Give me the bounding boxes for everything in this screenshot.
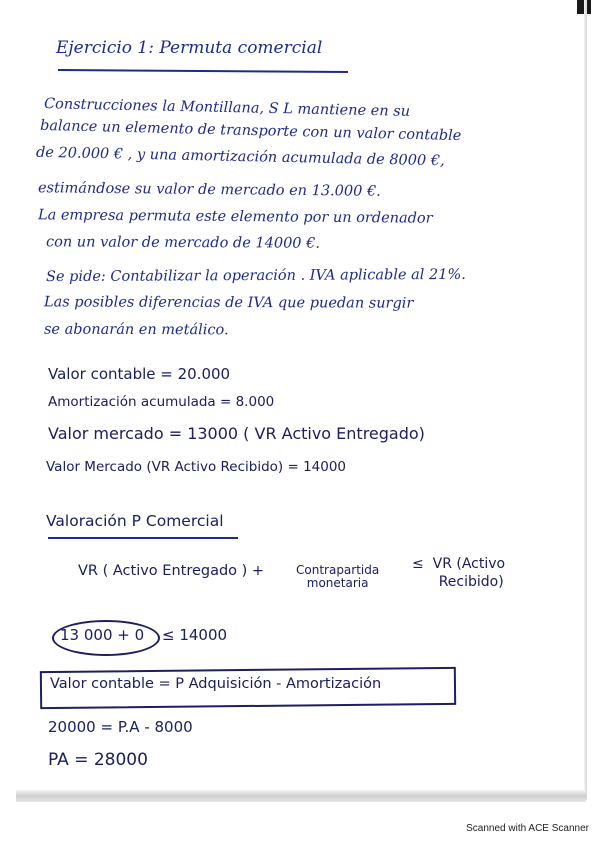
inequality-rest: ≤ 14000 [162, 626, 228, 644]
data-line-valor-recibido: Valor Mercado (VR Activo Recibido) = 14000 [46, 459, 347, 475]
equation-result: PA = 28000 [48, 750, 148, 770]
equation-line: 20000 = P.A - 8000 [48, 718, 193, 736]
exercise-title: Ejercicio 1: Permuta comercial [56, 38, 323, 58]
formula-mid-term: Contrapartida monetaria [296, 563, 380, 591]
circled-value: 13 000 + 0 [60, 626, 145, 644]
scanner-watermark: Scanned with ACE Scanner [466, 823, 589, 834]
valoracion-underline [48, 537, 238, 539]
task-line: Se pide: Contabilizar la operación . IVA aplicable al 21%. [45, 266, 466, 286]
data-line-amortizacion: Amortización acumulada = 8.000 [48, 394, 275, 410]
data-line-valor-mercado: Valor mercado = 13000 ( VR Activo Entregado) [48, 424, 425, 443]
task-line: se abonarán en metálico. [43, 321, 229, 339]
task-line: Las posibles diferencias de IVA que puedan surgir [43, 294, 414, 312]
statement-line: estimándose su valor de mercado en 13.000 €. [37, 180, 381, 200]
formula-right-term: ≤ VR (Activo Recibido) [412, 556, 506, 590]
statement-line: La empresa permuta este elemento por un ordenador [37, 207, 433, 227]
page-bottom-edge [16, 790, 586, 802]
page-edge-shadow [584, 0, 587, 800]
boxed-formula: Valor contable = P Adquisición - Amortización [50, 676, 382, 692]
formula-left-term: VR ( Activo Entregado ) + [78, 563, 265, 579]
statement-line: de 20.000 € , y una amortización acumulada de 8000 €, [35, 144, 445, 170]
statement-line: balance un elemento de transporte con un valor contable [39, 117, 462, 145]
data-line-valor-contable: Valor contable = 20.000 [48, 365, 231, 383]
statement-line: con un valor de mercado de 14000 €. [45, 234, 321, 252]
valoracion-heading: Valoración P Comercial [46, 512, 224, 530]
title-underline [58, 69, 348, 73]
statement-line: Construcciones la Montillana, S L mantiene en su [43, 96, 411, 120]
